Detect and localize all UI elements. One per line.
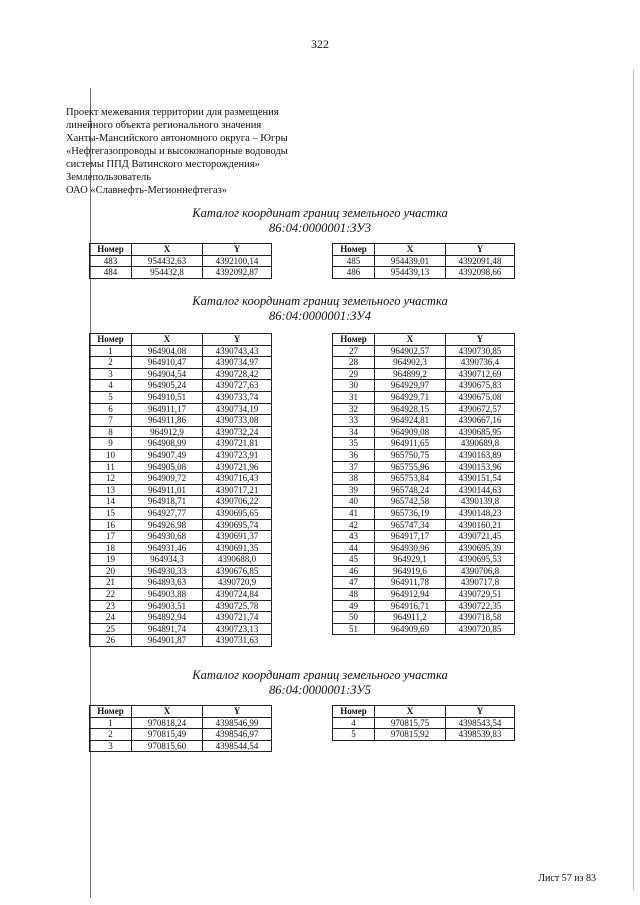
x-coordinate: 964901,87: [132, 635, 203, 647]
x-coordinate: 954439,13: [375, 267, 446, 279]
x-coordinate: 964911,2: [375, 612, 446, 624]
y-coordinate: 4392091,48: [446, 255, 515, 267]
point-number: 6: [90, 403, 132, 415]
x-coordinate: 954432,8: [132, 267, 203, 279]
header-line: линейного объекта регионального значения: [66, 120, 262, 131]
x-coordinate: 964899,2: [375, 368, 446, 380]
catalog-title-line: Каталог координат границ земельного участка: [192, 668, 448, 682]
catalog-cadastral-number: 86:04:0000001:ЗУ4: [269, 309, 371, 323]
x-coordinate: 964912,94: [375, 589, 446, 601]
point-number: 44: [333, 542, 375, 554]
point-number: 1: [90, 717, 132, 729]
y-coordinate: 4390676,85: [203, 565, 272, 577]
table-row: [90, 635, 272, 647]
x-coordinate: 964926,98: [132, 519, 203, 531]
x-coordinate: 965748,24: [375, 484, 446, 496]
y-coordinate: 4390160,21: [446, 519, 515, 531]
x-coordinate: 965736,19: [375, 507, 446, 519]
coordinates-table-zu4-right: [332, 333, 515, 635]
table-row: [333, 473, 515, 485]
header-line: системы ППД Ватинского месторождения»: [66, 159, 260, 170]
point-number: 42: [333, 519, 375, 531]
x-coordinate: 970815,49: [132, 729, 203, 741]
table-row: [333, 484, 515, 496]
point-number: 33: [333, 415, 375, 427]
point-number: 28: [333, 357, 375, 369]
point-number: 34: [333, 426, 375, 438]
y-coordinate: 4390727,63: [203, 380, 272, 392]
sheet-counter: Лист 57 из 83: [538, 873, 596, 884]
y-coordinate: 4390675,83: [446, 380, 515, 392]
y-coordinate: 4390695,74: [203, 519, 272, 531]
y-coordinate: 4390706,22: [203, 496, 272, 508]
y-coordinate: 4392098,66: [446, 267, 515, 279]
y-coordinate: 4392092,87: [203, 267, 272, 279]
point-number: 20: [90, 565, 132, 577]
x-coordinate: 964931,46: [132, 542, 203, 554]
x-coordinate: 964911,65: [375, 438, 446, 450]
y-coordinate: 4390688,0: [203, 554, 272, 566]
point-number: 483: [90, 255, 132, 267]
point-number: 24: [90, 612, 132, 624]
y-coordinate: 4390723,91: [203, 449, 272, 461]
point-number: 2: [90, 729, 132, 741]
column-header-num: Номер: [333, 334, 375, 346]
point-number: 51: [333, 623, 375, 635]
y-coordinate: 4390718,58: [446, 612, 515, 624]
x-coordinate: 964934,3: [132, 554, 203, 566]
table-row: [333, 391, 515, 403]
point-number: 15: [90, 507, 132, 519]
y-coordinate: 4390153,96: [446, 461, 515, 473]
point-number: 14: [90, 496, 132, 508]
x-coordinate: 964911,01: [132, 484, 203, 496]
point-number: 46: [333, 565, 375, 577]
point-number: 9: [90, 438, 132, 450]
x-coordinate: 964930,96: [375, 542, 446, 554]
point-number: 29: [333, 368, 375, 380]
y-coordinate: 4390717,21: [203, 484, 272, 496]
header-line: Ханты-Мансийского автономного округа – Югры: [66, 133, 288, 144]
y-coordinate: 4390728,42: [203, 368, 272, 380]
table-row: [90, 368, 272, 380]
table-row: [333, 415, 515, 427]
y-coordinate: 4390139,8: [446, 496, 515, 508]
x-coordinate: 970818,24: [132, 717, 203, 729]
table-row: [90, 426, 272, 438]
column-header-num: Номер: [90, 706, 132, 718]
point-number: 22: [90, 589, 132, 601]
coordinates-table-zu5-right: [332, 705, 515, 741]
scan-edge-line: [633, 70, 634, 890]
point-number: 37: [333, 461, 375, 473]
table-row: [333, 717, 515, 729]
point-number: 486: [333, 267, 375, 279]
y-coordinate: 4390163,89: [446, 449, 515, 461]
point-number: 484: [90, 267, 132, 279]
x-coordinate: 964911,17: [132, 403, 203, 415]
y-coordinate: 4390734,97: [203, 357, 272, 369]
point-number: 49: [333, 600, 375, 612]
table-row: [333, 449, 515, 461]
table-row: [90, 255, 272, 267]
table-row: [90, 600, 272, 612]
x-coordinate: 964902,57: [375, 345, 446, 357]
table-row: [333, 542, 515, 554]
y-coordinate: 4390144,63: [446, 484, 515, 496]
x-coordinate: 965747,34: [375, 519, 446, 531]
y-coordinate: 4390730,85: [446, 345, 515, 357]
x-coordinate: 965742,58: [375, 496, 446, 508]
table-row: [333, 267, 515, 279]
point-number: 36: [333, 449, 375, 461]
x-coordinate: 964910,51: [132, 391, 203, 403]
y-coordinate: 4390691,37: [203, 531, 272, 543]
point-number: 25: [90, 623, 132, 635]
table-row: [333, 426, 515, 438]
x-coordinate: 964903,88: [132, 589, 203, 601]
point-number: 5: [333, 729, 375, 741]
y-coordinate: 4390721,45: [446, 531, 515, 543]
column-header-x: X: [132, 244, 203, 256]
x-coordinate: 964924,81: [375, 415, 446, 427]
table-row: [333, 612, 515, 624]
x-coordinate: 965750,75: [375, 449, 446, 461]
point-number: 17: [90, 531, 132, 543]
table-row: [90, 542, 272, 554]
coordinates-table-zu3-left: [89, 243, 272, 279]
table-row: [90, 473, 272, 485]
x-coordinate: 964911,86: [132, 415, 203, 427]
x-coordinate: 964909,69: [375, 623, 446, 635]
y-coordinate: 4390720,9: [203, 577, 272, 589]
point-number: 7: [90, 415, 132, 427]
y-coordinate: 4390732,24: [203, 426, 272, 438]
point-number: 5: [90, 391, 132, 403]
x-coordinate: 964916,71: [375, 600, 446, 612]
x-coordinate: 964902,3: [375, 357, 446, 369]
table-row: [90, 717, 272, 729]
y-coordinate: 4398546,99: [203, 717, 272, 729]
point-number: 18: [90, 542, 132, 554]
y-coordinate: 4398546,97: [203, 729, 272, 741]
table-row: [333, 496, 515, 508]
column-header-x: X: [375, 334, 446, 346]
table-header-row: [90, 244, 272, 256]
y-coordinate: 4390733,08: [203, 415, 272, 427]
table-row: [90, 507, 272, 519]
y-coordinate: 4398539,83: [446, 729, 515, 741]
table-row: [333, 554, 515, 566]
table-row: [333, 729, 515, 741]
table-row: [90, 565, 272, 577]
y-coordinate: 4398544,54: [203, 740, 272, 752]
x-coordinate: 964907,49: [132, 449, 203, 461]
page-number: 322: [311, 37, 329, 51]
x-coordinate: 964918,71: [132, 496, 203, 508]
catalog-cadastral-number: 86:04:0000001:ЗУ3: [269, 221, 371, 235]
column-header-num: Номер: [333, 706, 375, 718]
table-row: [333, 368, 515, 380]
coordinates-table-zu3-right: [332, 243, 515, 279]
y-coordinate: 4390689,8: [446, 438, 515, 450]
x-coordinate: 964930,68: [132, 531, 203, 543]
y-coordinate: 4390724,84: [203, 589, 272, 601]
table-row: [90, 449, 272, 461]
x-coordinate: 954439,01: [375, 255, 446, 267]
table-row: [90, 519, 272, 531]
table-row: [333, 357, 515, 369]
point-number: 38: [333, 473, 375, 485]
x-coordinate: 964903,51: [132, 600, 203, 612]
table-row: [333, 600, 515, 612]
table-row: [90, 589, 272, 601]
x-coordinate: 970815,60: [132, 740, 203, 752]
table-row: [90, 267, 272, 279]
y-coordinate: 4390675,08: [446, 391, 515, 403]
column-header-y: Y: [446, 706, 515, 718]
point-number: 12: [90, 473, 132, 485]
table-row: [333, 255, 515, 267]
point-number: 3: [90, 740, 132, 752]
y-coordinate: 4390706,8: [446, 565, 515, 577]
table-row: [333, 403, 515, 415]
point-number: 41: [333, 507, 375, 519]
point-number: 1: [90, 345, 132, 357]
point-number: 485: [333, 255, 375, 267]
point-number: 43: [333, 531, 375, 543]
x-coordinate: 970815,75: [375, 717, 446, 729]
table-row: [90, 345, 272, 357]
point-number: 50: [333, 612, 375, 624]
y-coordinate: 4390672,57: [446, 403, 515, 415]
y-coordinate: 4390722,35: [446, 600, 515, 612]
point-number: 3: [90, 368, 132, 380]
column-header-y: Y: [203, 244, 272, 256]
point-number: 48: [333, 589, 375, 601]
table-row: [90, 531, 272, 543]
point-number: 13: [90, 484, 132, 496]
table-header-row: [90, 706, 272, 718]
y-coordinate: 4390731,63: [203, 635, 272, 647]
table-header-row: [333, 244, 515, 256]
x-coordinate: 964892,94: [132, 612, 203, 624]
table-row: [90, 415, 272, 427]
table-row: [90, 577, 272, 589]
y-coordinate: 4390716,43: [203, 473, 272, 485]
table-row: [333, 507, 515, 519]
x-coordinate: 964904,54: [132, 368, 203, 380]
column-header-x: X: [132, 334, 203, 346]
table-row: [90, 391, 272, 403]
x-coordinate: 964909,72: [132, 473, 203, 485]
y-coordinate: 4390721,74: [203, 612, 272, 624]
catalog-title-zu3: [0, 206, 640, 236]
column-header-y: Y: [203, 706, 272, 718]
catalog-title-zu4: [0, 294, 640, 324]
y-coordinate: 4390720,85: [446, 623, 515, 635]
table-row: [90, 357, 272, 369]
x-coordinate: 964929,71: [375, 391, 446, 403]
y-coordinate: 4390733,74: [203, 391, 272, 403]
x-coordinate: 964905,08: [132, 461, 203, 473]
table-row: [90, 612, 272, 624]
y-coordinate: 4390729,51: [446, 589, 515, 601]
project-header: [66, 106, 288, 197]
table-header-row: [90, 334, 272, 346]
y-coordinate: 4390723,13: [203, 623, 272, 635]
y-coordinate: 4390151,54: [446, 473, 515, 485]
table-row: [90, 438, 272, 450]
header-line: ОАО «Славнефть-Мегионнефтегаз»: [66, 185, 228, 196]
y-coordinate: 4398543,54: [446, 717, 515, 729]
table-row: [333, 531, 515, 543]
point-number: 40: [333, 496, 375, 508]
catalog-title-zu5: [0, 668, 640, 698]
catalog-cadastral-number: 86:04:0000001:ЗУ5: [269, 683, 371, 697]
table-row: [333, 589, 515, 601]
table-row: [90, 554, 272, 566]
table-header-row: [333, 334, 515, 346]
y-coordinate: 4390717,8: [446, 577, 515, 589]
header-line: Землепользователь: [66, 172, 152, 183]
point-number: 30: [333, 380, 375, 392]
point-number: 8: [90, 426, 132, 438]
column-header-num: Номер: [90, 334, 132, 346]
catalog-title-line: Каталог координат границ земельного участка: [192, 206, 448, 220]
x-coordinate: 964910,47: [132, 357, 203, 369]
table-row: [90, 461, 272, 473]
point-number: 4: [90, 380, 132, 392]
table-row: [90, 380, 272, 392]
y-coordinate: 4390712,69: [446, 368, 515, 380]
point-number: 45: [333, 554, 375, 566]
header-line: «Нефтегазопроводы и высоконапорные водоводы: [66, 146, 288, 157]
point-number: 47: [333, 577, 375, 589]
y-coordinate: 4390695,53: [446, 554, 515, 566]
point-number: 21: [90, 577, 132, 589]
x-coordinate: 965753,84: [375, 473, 446, 485]
y-coordinate: 4390667,16: [446, 415, 515, 427]
point-number: 27: [333, 345, 375, 357]
table-row: [333, 519, 515, 531]
point-number: 16: [90, 519, 132, 531]
point-number: 2: [90, 357, 132, 369]
table-row: [333, 345, 515, 357]
x-coordinate: 965755,96: [375, 461, 446, 473]
x-coordinate: 964891,74: [132, 623, 203, 635]
y-coordinate: 4390691,35: [203, 542, 272, 554]
point-number: 39: [333, 484, 375, 496]
y-coordinate: 4390734,19: [203, 403, 272, 415]
y-coordinate: 4390721,81: [203, 438, 272, 450]
column-header-y: Y: [446, 334, 515, 346]
table-row: [90, 403, 272, 415]
point-number: 10: [90, 449, 132, 461]
x-coordinate: 964929,97: [375, 380, 446, 392]
y-coordinate: 4390695,65: [203, 507, 272, 519]
y-coordinate: 4390736,4: [446, 357, 515, 369]
catalog-title-line: Каталог координат границ земельного участка: [192, 294, 448, 308]
point-number: 35: [333, 438, 375, 450]
column-header-x: X: [375, 244, 446, 256]
table-row: [90, 496, 272, 508]
column-header-num: Номер: [333, 244, 375, 256]
point-number: 4: [333, 717, 375, 729]
y-coordinate: 4390743,43: [203, 345, 272, 357]
x-coordinate: 970815,92: [375, 729, 446, 741]
x-coordinate: 964911,78: [375, 577, 446, 589]
y-coordinate: 4390685,95: [446, 426, 515, 438]
table-row: [90, 729, 272, 741]
x-coordinate: 964905,24: [132, 380, 203, 392]
x-coordinate: 964912,9: [132, 426, 203, 438]
table-row: [90, 623, 272, 635]
x-coordinate: 964927,77: [132, 507, 203, 519]
point-number: 26: [90, 635, 132, 647]
column-header-x: X: [375, 706, 446, 718]
table-row: [90, 740, 272, 752]
point-number: 32: [333, 403, 375, 415]
table-row: [333, 380, 515, 392]
x-coordinate: 964909,08: [375, 426, 446, 438]
coordinates-table-zu5-left: [89, 705, 272, 752]
point-number: 31: [333, 391, 375, 403]
x-coordinate: 964904,08: [132, 345, 203, 357]
column-header-x: X: [132, 706, 203, 718]
x-coordinate: 964928,15: [375, 403, 446, 415]
point-number: 11: [90, 461, 132, 473]
column-header-y: Y: [203, 334, 272, 346]
y-coordinate: 4390148,23: [446, 507, 515, 519]
point-number: 19: [90, 554, 132, 566]
table-row: [90, 484, 272, 496]
table-row: [333, 565, 515, 577]
x-coordinate: 964930,33: [132, 565, 203, 577]
x-coordinate: 964908,99: [132, 438, 203, 450]
table-row: [333, 438, 515, 450]
table-row: [333, 623, 515, 635]
table-row: [333, 577, 515, 589]
header-line: Проект межевания территории для размещения: [66, 107, 279, 118]
y-coordinate: 4392100,14: [203, 255, 272, 267]
point-number: 23: [90, 600, 132, 612]
table-row: [333, 461, 515, 473]
column-header-num: Номер: [90, 244, 132, 256]
table-header-row: [333, 706, 515, 718]
y-coordinate: 4390695,39: [446, 542, 515, 554]
x-coordinate: 954432,63: [132, 255, 203, 267]
x-coordinate: 964917,17: [375, 531, 446, 543]
x-coordinate: 964919,6: [375, 565, 446, 577]
x-coordinate: 964929,1: [375, 554, 446, 566]
y-coordinate: 4390721,96: [203, 461, 272, 473]
column-header-y: Y: [446, 244, 515, 256]
coordinates-table-zu4-left: [89, 333, 272, 647]
x-coordinate: 964893,63: [132, 577, 203, 589]
y-coordinate: 4390725,78: [203, 600, 272, 612]
